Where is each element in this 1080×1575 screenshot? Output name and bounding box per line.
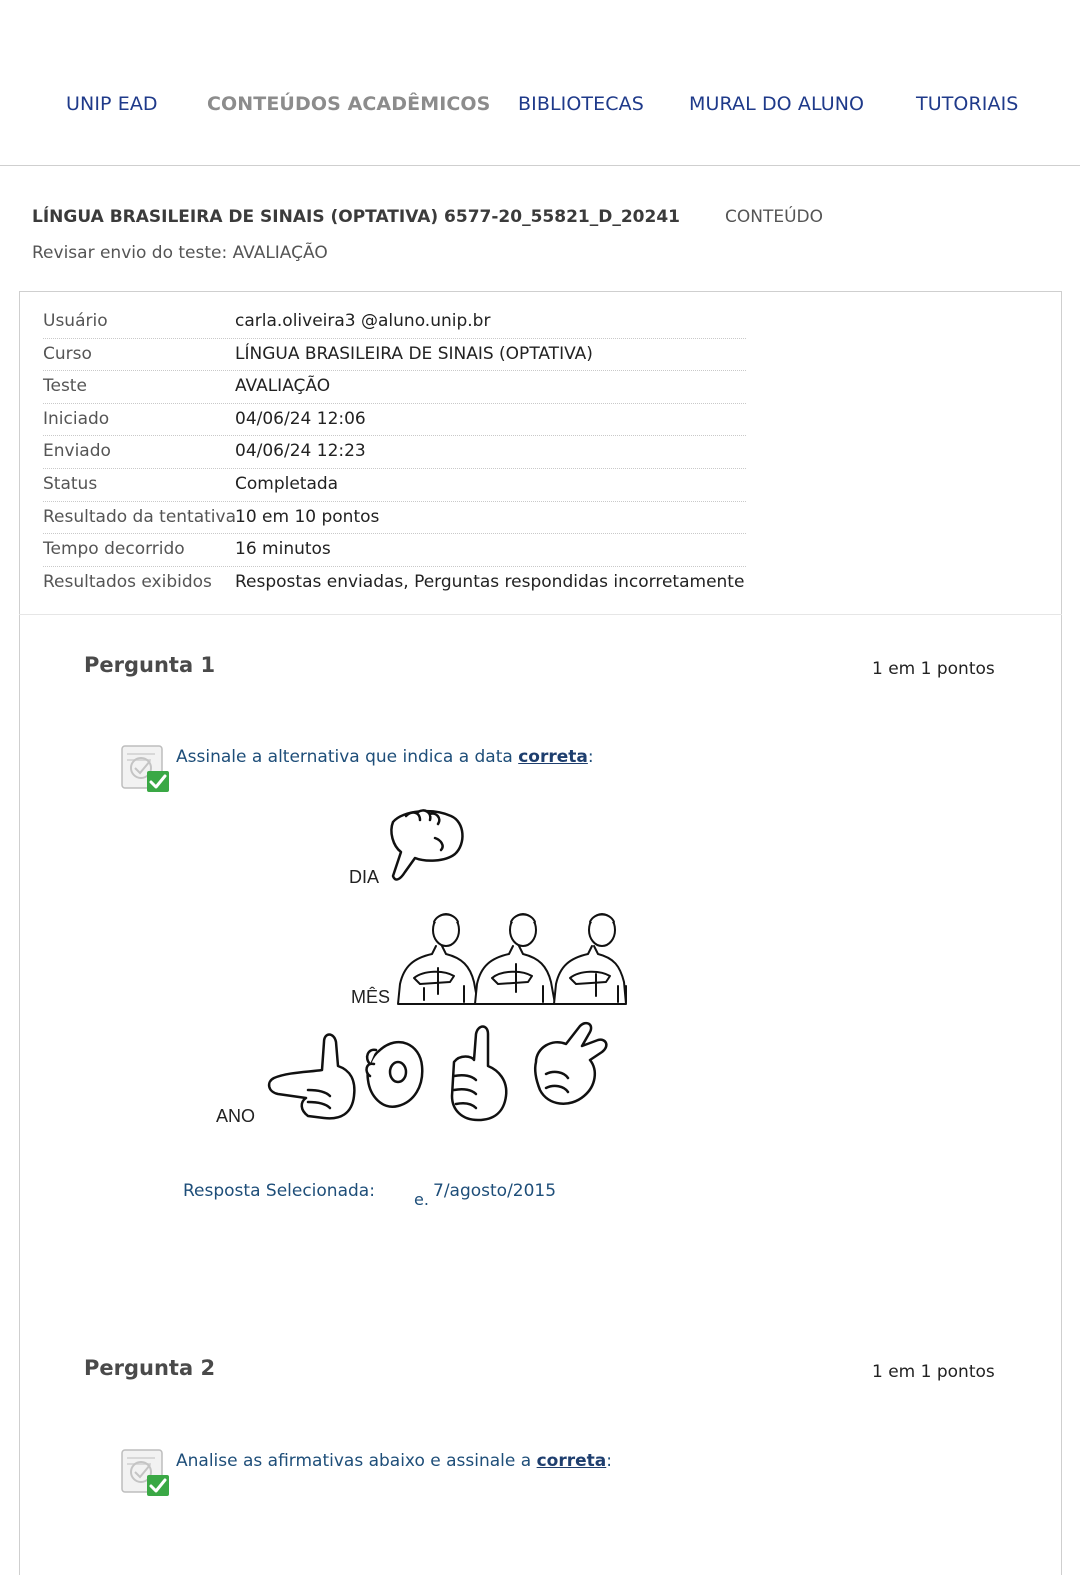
person-mes-2-icon: [475, 914, 555, 1004]
person-mes-1-icon: [398, 914, 478, 1004]
question-2-title: Pergunta 2: [84, 1356, 216, 1380]
question-2-points: 1 em 1 pontos: [872, 1362, 995, 1382]
libras-date-figure: [210, 800, 650, 1135]
nav-unip-ead[interactable]: UNIP EAD: [66, 93, 158, 115]
detail-label: Resultados exibidos: [43, 571, 212, 592]
hand-ano-1-icon: [269, 1035, 354, 1119]
person-mes-3-icon: [554, 914, 626, 1004]
correct-answer-icon: [121, 1448, 171, 1498]
detail-row-status: [43, 469, 746, 502]
correct-answer-icon: [121, 744, 171, 794]
summary-divider: [19, 614, 1062, 615]
top-navigation: [0, 0, 1080, 166]
figure-label-dia: DIA: [349, 867, 380, 887]
detail-label: Status: [43, 473, 98, 494]
nav-conteudos-academicos[interactable]: CONTEÚDOS ACADÊMICOS: [207, 93, 491, 115]
figure-label-mes: MÊS: [351, 987, 391, 1007]
detail-row-iniciado: [43, 404, 746, 437]
nav-mural-do-aluno[interactable]: MURAL DO ALUNO: [689, 93, 865, 115]
question-1-points: 1 em 1 pontos: [872, 659, 995, 679]
figure-label-ano: ANO: [216, 1106, 256, 1126]
question-1-text: Assinale a alternativa que indica a data correta:: [176, 747, 594, 767]
detail-value: LÍNGUA BRASILEIRA DE SINAIS (OPTATIVA): [235, 343, 593, 364]
nav-bibliotecas[interactable]: BIBLIOTECAS: [518, 93, 644, 115]
detail-value: Completada: [235, 473, 339, 494]
detail-row-tempo: [43, 534, 746, 567]
detail-row-enviado: [43, 436, 746, 469]
question-2-text: Analise as afirmativas abaixo e assinale a correta:: [176, 1451, 612, 1471]
selected-answer-value: 7/agosto/2015: [433, 1181, 557, 1201]
detail-value: 10 em 10 pontos: [235, 506, 380, 527]
detail-value: 04/06/24 12:23: [235, 441, 366, 462]
question-1-title: Pergunta 1: [84, 653, 216, 677]
detail-label: Teste: [43, 376, 87, 397]
hand-ano-4-icon: [535, 1023, 606, 1104]
hand-dia-icon: [391, 810, 462, 879]
course-title[interactable]: LÍNGUA BRASILEIRA DE SINAIS (OPTATIVA) 6577-20_55821_D_20241: [32, 207, 680, 227]
detail-label: Resultado da tentativa: [43, 506, 237, 527]
selected-answer-label: Resposta Selecionada:: [183, 1181, 375, 1201]
detail-label: Usuário: [43, 311, 108, 331]
detail-label: Tempo decorrido: [43, 539, 185, 560]
detail-value: 16 minutos: [235, 539, 331, 560]
detail-row-resultados-exibidos: [43, 567, 746, 600]
page-title: Revisar envio do teste: AVALIAÇÃO: [32, 243, 328, 263]
detail-value: Respostas enviadas, Perguntas respondidas incorretamente: [235, 571, 745, 592]
selected-answer-letter: e.: [414, 1190, 429, 1209]
detail-value: AVALIAÇÃO: [235, 376, 331, 397]
detail-label: Enviado: [43, 441, 111, 462]
attempt-details-table: [43, 306, 746, 599]
detail-value: carla.oliveira3 @aluno.unip.br: [235, 311, 491, 331]
hand-ano-2-icon: [367, 1042, 423, 1107]
content-breadcrumb-link[interactable]: CONTEÚDO: [725, 207, 824, 227]
detail-row-curso: [43, 339, 746, 372]
detail-row-resultado: [43, 502, 746, 535]
nav-tutoriais[interactable]: TUTORIAIS: [916, 93, 1019, 115]
detail-value: 04/06/24 12:06: [235, 408, 366, 429]
detail-label: Iniciado: [43, 408, 110, 429]
detail-label: Curso: [43, 343, 92, 364]
detail-row-teste: [43, 371, 746, 404]
detail-row-usuario: [43, 306, 746, 339]
hand-ano-3-icon: [452, 1027, 506, 1121]
